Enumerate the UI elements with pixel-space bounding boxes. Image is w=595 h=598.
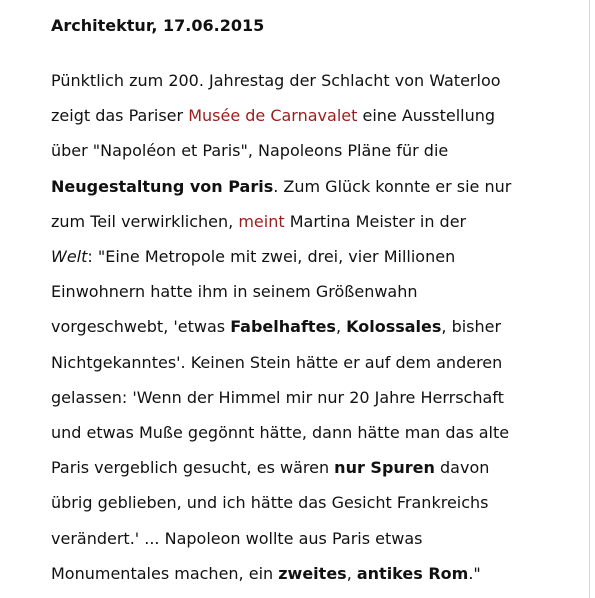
text-segment: ." <box>468 563 481 583</box>
article-line <box>51 415 571 450</box>
text-segment: gelassen: 'Wenn der Himmel mir nur 20 Jahre Herrschaft <box>51 387 504 407</box>
bold-text: nur Spuren <box>334 458 435 478</box>
article-line <box>51 274 571 309</box>
text-segment: Pünktlich zum 200. Jahrestag der Schlacht von Waterloo <box>51 71 501 90</box>
article-line <box>51 556 571 591</box>
bold-text: zweites <box>278 563 347 583</box>
text-segment: , <box>335 317 347 337</box>
right-divider-line <box>589 0 590 598</box>
article-line <box>51 133 571 168</box>
article-line <box>51 521 571 556</box>
bold-text: Fabelhaftes <box>230 317 336 337</box>
article <box>51 14 571 591</box>
text-segment: eine Ausstellung <box>357 106 496 126</box>
text-segment: Monumentales machen, ein <box>51 563 279 583</box>
article-line <box>51 380 571 415</box>
article-line <box>51 204 571 239</box>
text-segment: Nichtgekanntes'. Keinen Stein hätte er auf dem anderen <box>51 352 503 372</box>
article-line <box>51 239 571 274</box>
text-segment: Paris vergeblich gesucht, es wären <box>51 458 335 478</box>
text-segment: . Zum Glück konnte er sie nur <box>273 176 512 196</box>
article-line <box>51 450 571 485</box>
text-segment: übrig geblieben, und ich hätte das Gesicht Frankreichs <box>51 493 489 513</box>
bold-text: antikes Rom <box>356 563 469 583</box>
text-segment: davon <box>434 458 490 478</box>
bold-text: Neugestaltung von Paris <box>51 176 274 196</box>
article-line <box>51 345 571 380</box>
text-segment: Einwohnern hatte ihm in seinem Größenwahn <box>51 282 418 302</box>
article-line <box>51 169 571 204</box>
article-header: Architektur, 17.06.2015 <box>51 16 265 35</box>
text-segment: , bisher <box>441 317 502 337</box>
text-segment: , <box>346 563 357 583</box>
bold-text: Kolossales <box>346 317 442 337</box>
article-line <box>51 98 571 133</box>
inline-link[interactable]: Musée de Carnavalet <box>188 106 358 126</box>
article-line <box>51 63 571 98</box>
text-segment: vorgeschwebt, 'etwas <box>51 317 231 337</box>
article-body <box>51 63 571 591</box>
italic-text: Welt <box>51 247 88 267</box>
text-segment: : "Eine Metropole mit zwei, drei, vier Millionen <box>87 247 456 267</box>
inline-link[interactable]: meint <box>238 211 285 231</box>
article-line <box>51 309 571 344</box>
text-segment: zeigt das Pariser <box>51 106 189 126</box>
text-segment: zum Teil verwirklichen, <box>51 211 239 231</box>
text-segment: über "Napoléon et Paris", Napoleons Pläne für die <box>51 141 449 161</box>
text-segment: verändert.' ... Napoleon wollte aus Paris etwas <box>51 528 423 548</box>
article-line <box>51 485 571 520</box>
text-segment: und etwas Muße gegönnt hätte, dann hätte man das alte <box>51 423 510 443</box>
text-segment: Martina Meister in der <box>284 211 467 231</box>
